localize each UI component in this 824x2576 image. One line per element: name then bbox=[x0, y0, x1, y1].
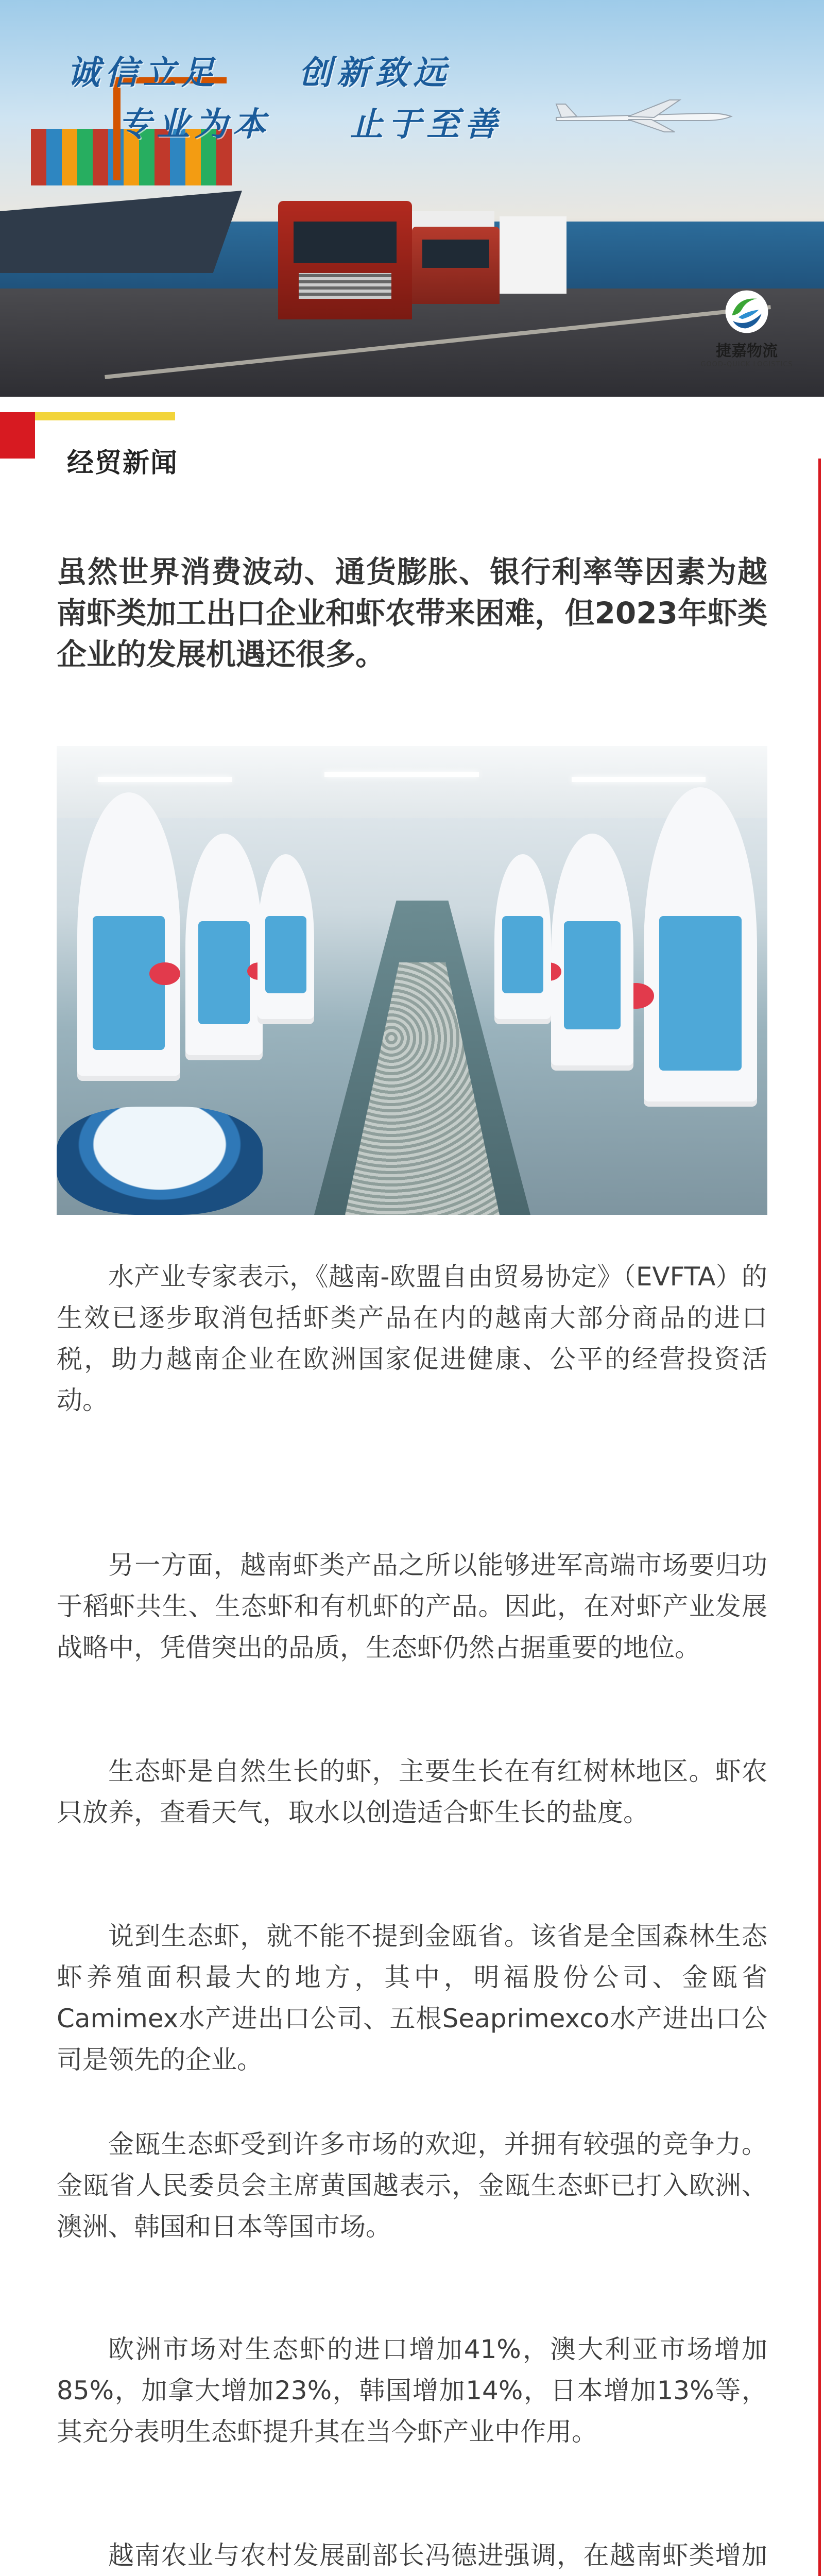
section-title: 经贸新闻 bbox=[67, 448, 179, 479]
worker-apron bbox=[93, 916, 165, 1050]
truck-trailer bbox=[500, 216, 566, 294]
ceiling-lamp bbox=[324, 772, 479, 777]
second-truck bbox=[412, 227, 500, 304]
article-paragraph: 水产业专家表示，《越南-欧盟自由贸易协定》（EVFTA）的生效已逐步取消包括虾类产品在内的越南大部分商品的进口税，助力越南企业在欧洲国家促进健康、公平的经营投资活动。 bbox=[57, 1262, 767, 1415]
worker-apron bbox=[502, 916, 543, 993]
slogan-excellence: 止于至善 bbox=[350, 105, 503, 144]
worker-apron bbox=[564, 921, 621, 1029]
worker-apron bbox=[198, 921, 250, 1024]
section-yellow-bar bbox=[35, 412, 175, 420]
photo-ceiling bbox=[57, 746, 767, 818]
worker-apron bbox=[659, 916, 742, 1071]
slogan-innovation: 创新致远 bbox=[299, 54, 451, 92]
slogan-integrity: 诚信立足 bbox=[67, 54, 219, 92]
ice-tub bbox=[57, 1107, 263, 1215]
article-paragraph: 越南农业与农村发展副部长冯德进强调，在越南虾类增加 bbox=[108, 2540, 767, 2570]
red-truck bbox=[278, 201, 412, 319]
truck-windshield bbox=[422, 240, 489, 268]
shrimp-factory-photo bbox=[57, 746, 767, 1215]
banner-brand-sub: GOOD-QUICK LOGISTICS bbox=[700, 361, 793, 368]
banner-brand bbox=[685, 289, 809, 392]
section-red-marker bbox=[0, 412, 35, 459]
worker-apron bbox=[265, 916, 306, 993]
brand-logo-icon bbox=[724, 289, 770, 335]
hero-banner bbox=[0, 0, 824, 397]
truck-windshield bbox=[294, 222, 397, 263]
article-paragraph: 生态虾是自然生长的虾，主要生长在有红树林地区。虾农只放养，查看天气，取水以创造适合虾生长的盐度。 bbox=[57, 1756, 767, 1827]
banner-brand-name: 捷嘉物流 bbox=[716, 342, 778, 360]
truck-grill bbox=[299, 273, 391, 299]
article-paragraph: 金瓯生态虾受到许多市场的欢迎，并拥有较强的竞争力。金瓯省人民委员会主席黄国越表示，金瓯生态虾已打入欧洲、澳洲、韩国和日本等国市场。 bbox=[57, 2129, 767, 2242]
article-paragraph: 另一方面，越南虾类产品之所以能够进军高端市场要归功于稻虾共生、生态虾和有机虾的产品。因此，在对虾产业发展战略中，凭借突出的品质，生态虾仍然占据重要的地位。 bbox=[57, 1550, 767, 1663]
article-paragraph: 说到生态虾，就不能不提到金瓯省。该省是全国森林生态虾养殖面积最大的地方，其中，明福股份公司、金瓯省Camimex水产进出口公司、五根Seaprimexco水产进出口公司是领先的企业。 bbox=[57, 1921, 767, 2075]
worker-glove bbox=[149, 962, 180, 985]
article-paragraph: 欧洲市场对生态虾的进口增加41%，澳大利亚市场增加85%，加拿大增加23%，韩国增加14%，日本增加13%等，其充分表明生态虾提升其在当今虾产业中作用。 bbox=[57, 2334, 767, 2447]
ceiling-lamp bbox=[98, 777, 232, 782]
ceiling-lamp bbox=[572, 777, 706, 782]
cargo-ship bbox=[0, 170, 242, 273]
article-lead: 虽然世界消费波动、通货膨胀、银行利率等因素为越南虾类加工出口企业和虾农带来困难，但2023年虾类企业的发展机遇还很多。 bbox=[57, 554, 767, 672]
airplane-icon bbox=[551, 98, 767, 134]
slogan-professional: 专业为本 bbox=[118, 105, 271, 144]
